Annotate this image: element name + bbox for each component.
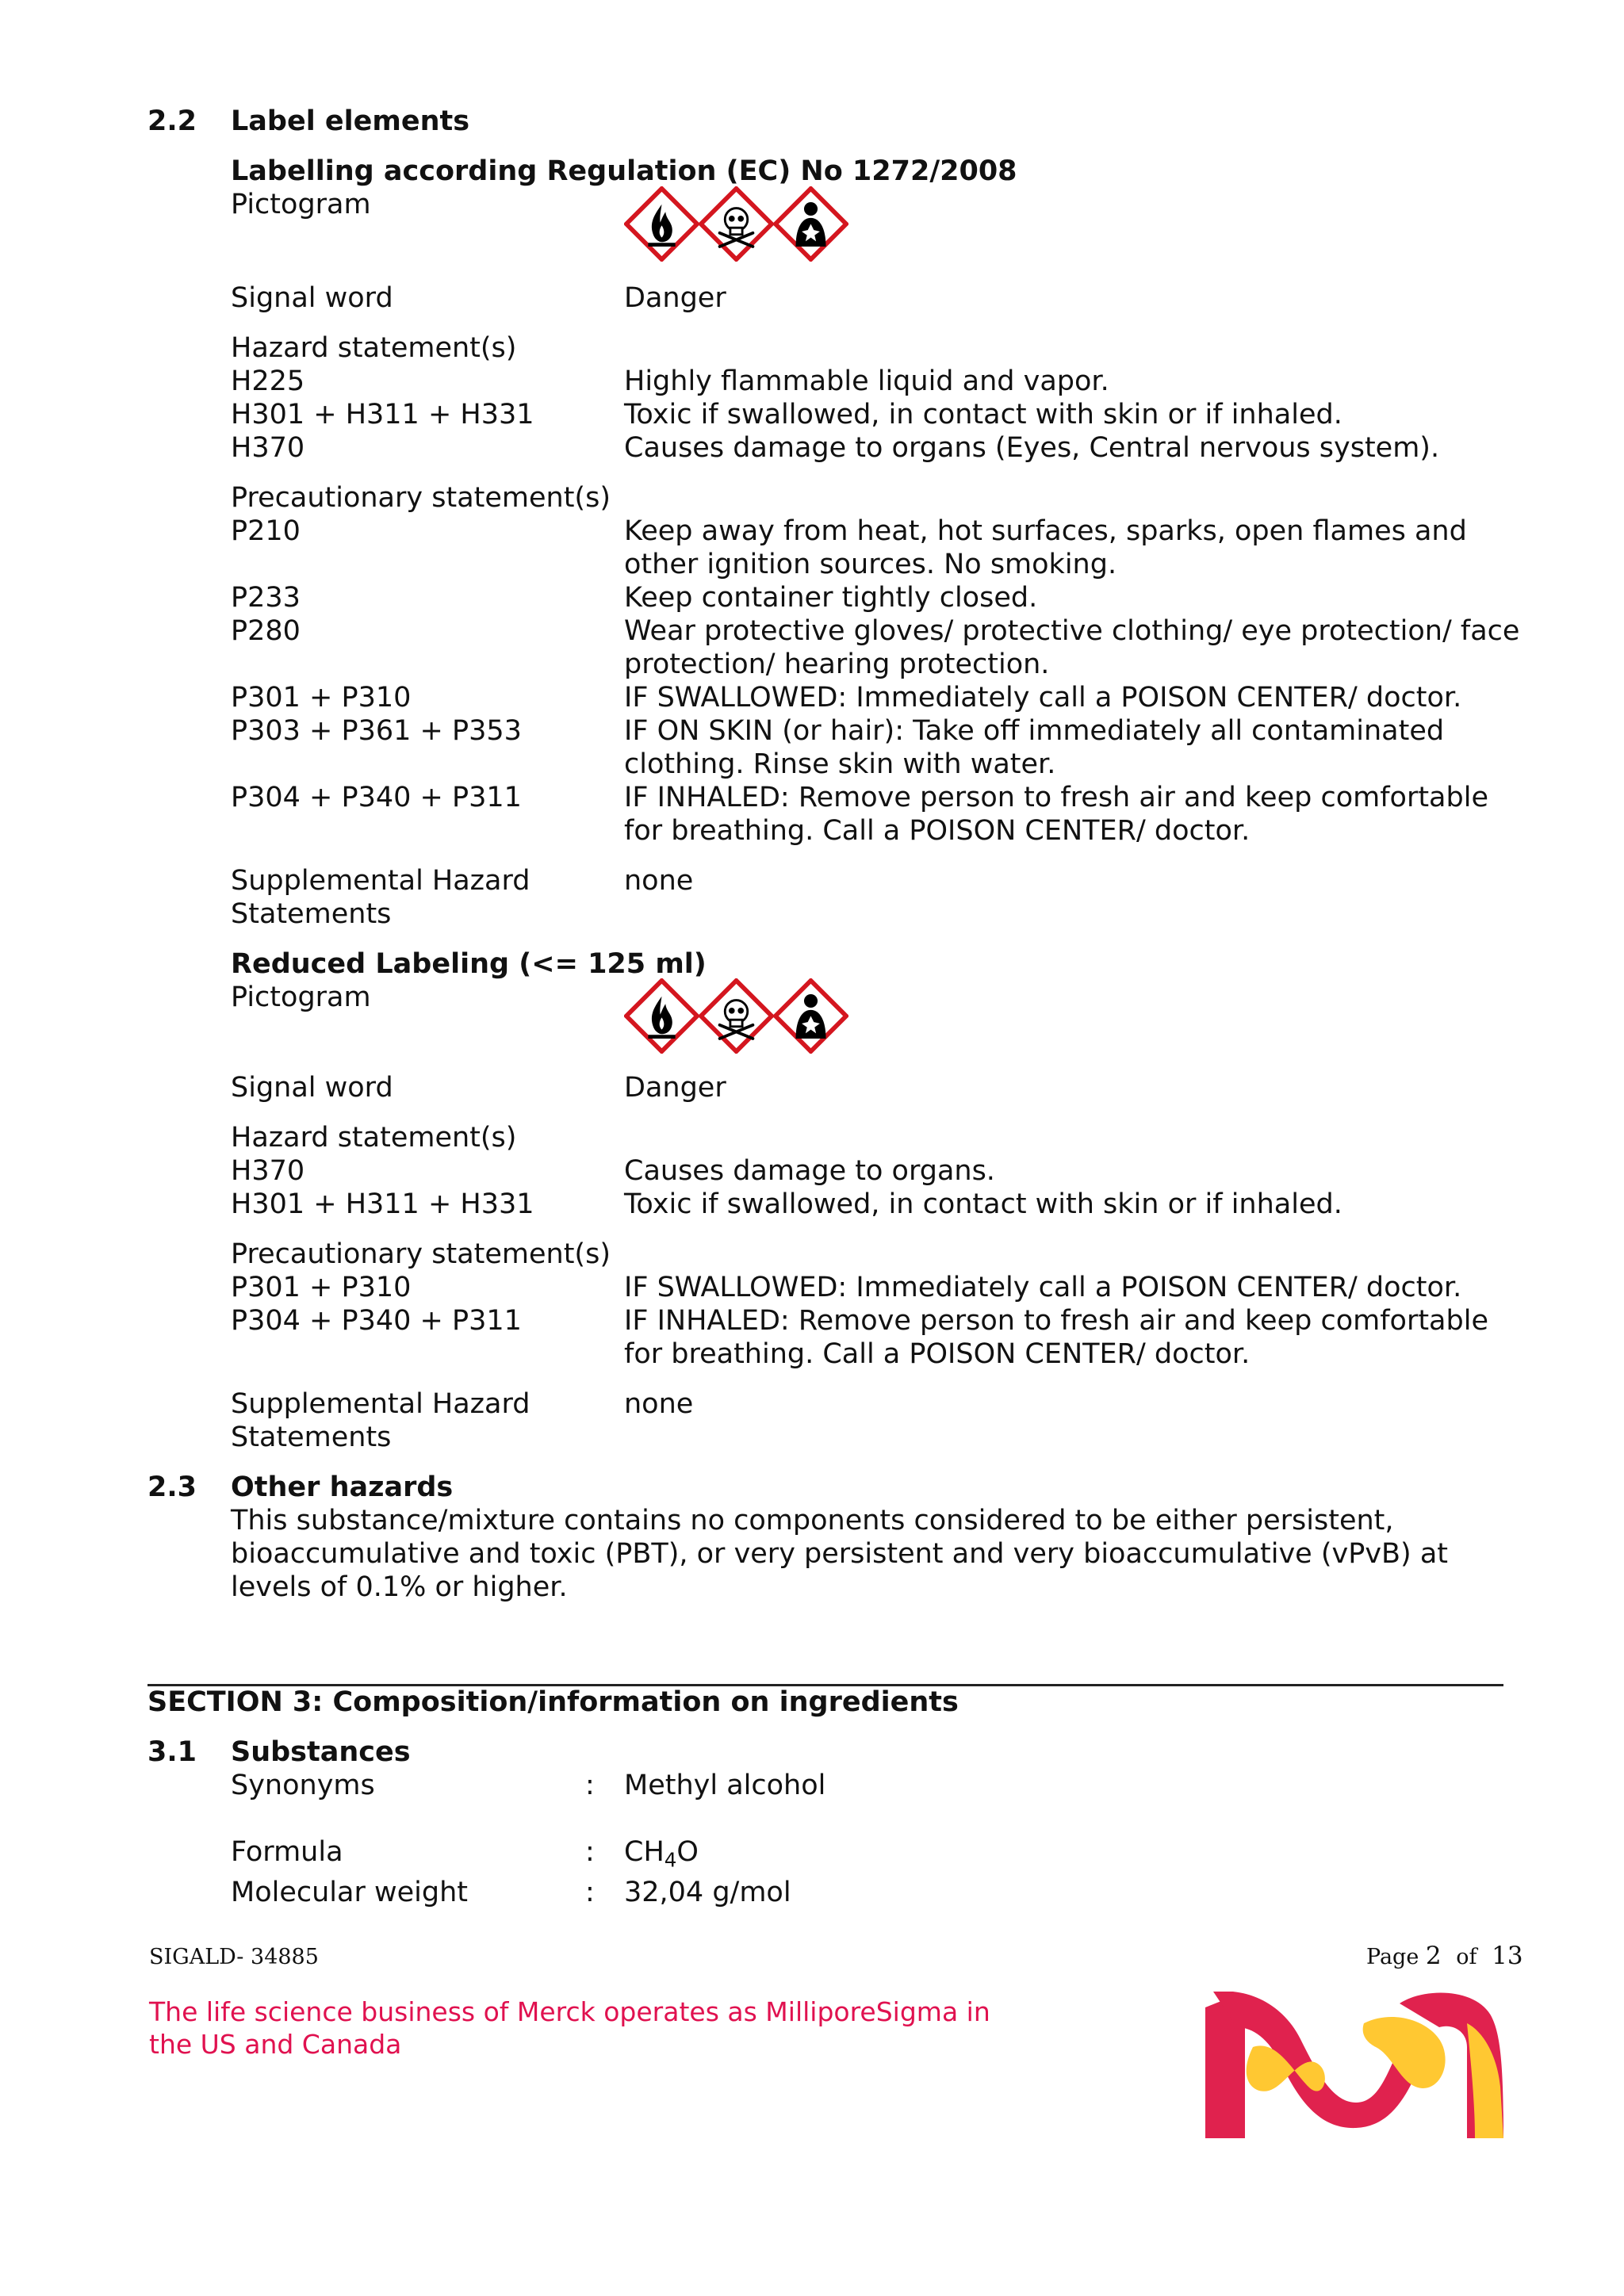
- page-total: 13: [1492, 1942, 1523, 1970]
- hazard-code: H301 + H311 + H331: [231, 1188, 534, 1220]
- section-number: 2.3: [147, 1471, 197, 1503]
- hazard-statements-label: Hazard statement(s): [231, 1122, 517, 1154]
- hazard-code: H370: [231, 432, 305, 464]
- formula-value: [624, 1835, 699, 1872]
- precaution-text: Keep container tightly closed.: [624, 582, 1038, 614]
- signal-word-label: Signal word: [231, 1072, 393, 1104]
- pictogram-label: Pictogram: [231, 189, 371, 220]
- colon-separator: :: [585, 1877, 595, 1908]
- precautionary-statements-label: Precautionary statement(s): [231, 482, 611, 514]
- molecular-weight-label: Molecular weight: [231, 1877, 468, 1908]
- hazard-code: H225: [231, 365, 305, 397]
- supplemental-hazard-label: Statements: [231, 898, 392, 930]
- precaution-text: Wear protective gloves/ protective clothing/ eye protection/ face: [624, 615, 1520, 647]
- precaution-code: P280: [231, 615, 301, 647]
- supplemental-hazard-label: Supplemental Hazard: [231, 865, 530, 897]
- precaution-text: IF SWALLOWED: Immediately call a POISON CENTER/ doctor.: [624, 1272, 1462, 1303]
- reduced-labeling-heading: Reduced Labeling (<= 125 ml): [231, 948, 707, 980]
- synonyms-value: Methyl alcohol: [624, 1770, 826, 1801]
- precaution-text: other ignition sources. No smoking.: [624, 549, 1117, 580]
- skull-crossbones-icon: [699, 186, 774, 262]
- section-heading: Label elements: [231, 105, 470, 137]
- health-hazard-icon: [773, 186, 848, 262]
- formula-main: CH: [624, 1836, 665, 1868]
- precaution-text: for breathing. Call a POISON CENTER/ doctor.: [624, 1338, 1251, 1370]
- precaution-code: P301 + P310: [231, 682, 412, 714]
- colon-separator: :: [585, 1770, 595, 1801]
- precaution-text: for breathing. Call a POISON CENTER/ doctor.: [624, 815, 1251, 847]
- precaution-code: P304 + P340 + P311: [231, 1305, 522, 1337]
- hazard-statements-label: Hazard statement(s): [231, 332, 517, 364]
- formula-tail: O: [676, 1836, 699, 1868]
- molecular-weight-value: 32,04 g/mol: [624, 1877, 791, 1908]
- section-heading: Substances: [231, 1736, 411, 1768]
- subsection-heading: Labelling according Regulation (EC) No 1272/2008: [231, 155, 1017, 187]
- precaution-code: P233: [231, 582, 301, 614]
- precaution-code: P210: [231, 515, 301, 547]
- formula-label: Formula: [231, 1836, 343, 1868]
- precaution-text: IF INHALED: Remove person to fresh air and keep comfortable: [624, 782, 1488, 813]
- signal-word-label: Signal word: [231, 282, 393, 314]
- hazard-code: H370: [231, 1155, 305, 1187]
- signal-word-value: Danger: [624, 1072, 726, 1104]
- page-indicator: [1366, 1943, 1523, 1970]
- page-word: Page: [1366, 1945, 1419, 1969]
- of-word: of: [1456, 1945, 1477, 1969]
- colon-separator: :: [585, 1836, 595, 1868]
- section-number: 2.2: [147, 105, 197, 137]
- paragraph-line: bioaccumulative and toxic (PBT), or very persistent and very bioaccumulative (vPvB) at: [231, 1538, 1448, 1570]
- formula-subscript: 4: [664, 1848, 677, 1872]
- precaution-code: P301 + P310: [231, 1272, 412, 1303]
- hazard-text: Causes damage to organs.: [624, 1155, 995, 1187]
- section-number: 3.1: [147, 1736, 197, 1768]
- section-heading: Other hazards: [231, 1471, 454, 1503]
- paragraph-line: levels of 0.1% or higher.: [231, 1571, 568, 1603]
- precaution-text: IF ON SKIN (or hair): Take off immediately all contaminated: [624, 715, 1445, 747]
- flame-icon: [624, 978, 699, 1054]
- precaution-code: P303 + P361 + P353: [231, 715, 522, 747]
- merck-notice-line: The life science business of Merck operates as MilliporeSigma in: [149, 1996, 990, 2027]
- hazard-text: Toxic if swallowed, in contact with skin or if inhaled.: [624, 399, 1342, 430]
- merck-logo: [1205, 1992, 1507, 2142]
- precaution-text: Keep away from heat, hot surfaces, sparks, open flames and: [624, 515, 1467, 547]
- precautionary-statements-label: Precautionary statement(s): [231, 1238, 611, 1270]
- paragraph-line: This substance/mixture contains no components considered to be either persistent,: [231, 1505, 1394, 1536]
- supplemental-hazard-label: Statements: [231, 1422, 392, 1453]
- supplemental-hazard-value: none: [624, 1388, 694, 1420]
- hazard-code: H301 + H311 + H331: [231, 399, 534, 430]
- pictogram-label: Pictogram: [231, 982, 371, 1013]
- health-hazard-icon: [773, 978, 848, 1054]
- precaution-text: IF INHALED: Remove person to fresh air and keep comfortable: [624, 1305, 1488, 1337]
- merck-notice-line: the US and Canada: [149, 2029, 402, 2060]
- synonyms-label: Synonyms: [231, 1770, 375, 1801]
- signal-word-value: Danger: [624, 282, 726, 314]
- hazard-text: Causes damage to organs (Eyes, Central nervous system).: [624, 432, 1440, 464]
- precaution-text: protection/ hearing protection.: [624, 649, 1050, 680]
- supplemental-hazard-value: none: [624, 865, 694, 897]
- precaution-text: clothing. Rinse skin with water.: [624, 748, 1056, 780]
- hazard-text: Toxic if swallowed, in contact with skin or if inhaled.: [624, 1188, 1342, 1220]
- flame-icon: [624, 186, 699, 262]
- precaution-code: P304 + P340 + P311: [231, 782, 522, 813]
- skull-crossbones-icon: [699, 978, 774, 1054]
- document-id: SIGALD- 34885: [149, 1945, 319, 1969]
- section-3-heading: SECTION 3: Composition/information on ingredients: [147, 1686, 959, 1718]
- precaution-text: IF SWALLOWED: Immediately call a POISON CENTER/ doctor.: [624, 682, 1462, 714]
- hazard-text: Highly flammable liquid and vapor.: [624, 365, 1109, 397]
- page-number: 2: [1425, 1942, 1442, 1970]
- supplemental-hazard-label: Supplemental Hazard: [231, 1388, 530, 1420]
